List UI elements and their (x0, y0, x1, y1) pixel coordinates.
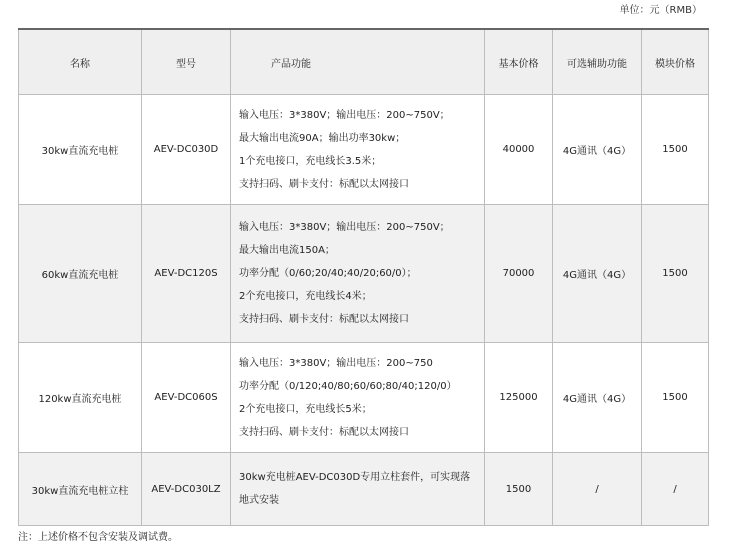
function-line: 功率分配（0/120;40/80;60/60;80/40;120/0） (239, 380, 457, 392)
optional-feature: 4G通讯（4G） (553, 95, 642, 205)
product-model: AEV-DC120S (142, 205, 231, 343)
optional-feature: 4G通讯（4G） (553, 205, 642, 343)
function-line: 支持扫码、刷卡支付：标配以太网接口 (239, 314, 409, 325)
product-model: AEV-DC060S (142, 343, 231, 453)
header-name: 名称 (19, 29, 142, 95)
function-line: 最大输出电流90A；输出功率30kw； (239, 132, 406, 144)
module-price: 1500 (642, 205, 709, 343)
footnote: 注：上述价格不包含安装及调试费。 (18, 532, 178, 543)
function-line: 1个充电接口，充电线长3.5米； (239, 155, 382, 167)
module-price: 1500 (642, 95, 709, 205)
product-functions (231, 343, 485, 453)
optional-feature: 4G通讯（4G） (553, 343, 642, 453)
table-row (19, 95, 709, 205)
header-module-price: 模块价格 (642, 29, 709, 95)
table-row (19, 343, 709, 453)
product-name: 30kw直流充电桩 (19, 95, 142, 205)
table-header-row (19, 29, 709, 95)
base-price: 1500 (485, 453, 553, 526)
function-line: 2个充电接口，充电线长4米； (239, 291, 372, 302)
product-functions (231, 205, 485, 343)
product-functions (231, 95, 485, 205)
product-name: 30kw直流充电桩立柱 (19, 453, 142, 526)
function-line: 30kw充电桩AEV-DC030D专用立柱套件，可实现落地式安装 (239, 472, 471, 506)
module-price: / (642, 453, 709, 526)
unit-label: 单位：元（RMB） (619, 5, 702, 16)
price-table (18, 28, 709, 526)
function-line: 功率分配（0/60;20/40;40/20;60/0）； (239, 268, 417, 279)
product-functions (231, 453, 485, 526)
product-model: AEV-DC030D (142, 95, 231, 205)
function-line: 输入电压：3*380V；输出电压：200~750V； (239, 222, 450, 233)
header-model: 型号 (142, 29, 231, 95)
function-line: 支持扫码、刷卡支付：标配以太网接口 (239, 426, 409, 438)
function-line: 2个充电接口，充电线长5米； (239, 403, 372, 415)
product-name: 60kw直流充电桩 (19, 205, 142, 343)
header-base-price: 基本价格 (485, 29, 553, 95)
module-price: 1500 (642, 343, 709, 453)
header-optional-feature: 可选辅助功能 (553, 29, 642, 95)
optional-feature: / (553, 453, 642, 526)
function-line: 输入电压：3*380V；输出电压：200~750 (239, 357, 433, 369)
base-price: 70000 (485, 205, 553, 343)
table-row (19, 205, 709, 343)
header-functions: 产品功能 (231, 29, 485, 95)
table-row (19, 453, 709, 526)
product-name: 120kw直流充电桩 (19, 343, 142, 453)
product-model: AEV-DC030LZ (142, 453, 231, 526)
base-price: 125000 (485, 343, 553, 453)
base-price: 40000 (485, 95, 553, 205)
function-line: 支持扫码、刷卡支付：标配以太网接口 (239, 178, 409, 190)
function-line: 输入电压：3*380V；输出电压：200~750V； (239, 109, 450, 121)
function-line: 最大输出电流150A； (239, 245, 335, 256)
